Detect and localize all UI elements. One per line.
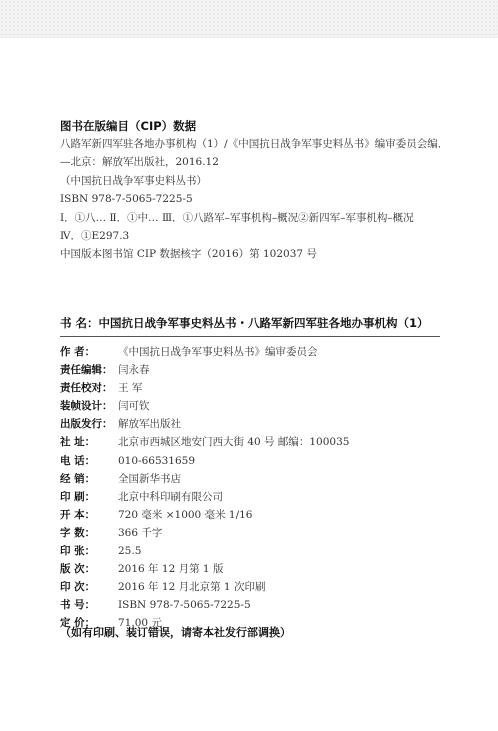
detail-label: 作 者： [60,346,96,358]
detail-row-word-count [60,524,480,542]
book-title-row [60,313,440,333]
error-notice: （如有印刷、装订错误，请寄本社发行部调换） [60,626,291,639]
detail-label: 电 话： [60,454,96,467]
detail-label: 印 张： [60,545,96,558]
divider-rule [60,336,440,337]
detail-row-printer [60,488,480,506]
detail-value: 71.00 元 [118,617,162,630]
cip-line: Ⅳ．①E297.3 [60,229,130,242]
detail-value: 010-66531659 [118,454,196,467]
detail-value: 解放军出版社 [118,418,181,431]
detail-value: 25.5 [118,545,142,558]
detail-row-author [60,343,480,361]
detail-row-distributor [60,470,480,488]
cip-line: —北京：解放军出版社，2016.12 [60,156,219,169]
detail-label: 开 本： [60,508,96,521]
detail-row-isbn [60,596,480,614]
detail-label: 版 次： [60,563,96,576]
detail-label: 责任编辑： [60,364,113,377]
detail-value: 闫永春 [118,364,150,377]
detail-row-edition [60,560,480,578]
detail-value: 《中国抗日战争军事史料丛书》编审委员会 [118,346,318,358]
detail-row-designer [60,397,480,415]
detail-value: 2016 年 12 月第 1 版 [118,563,224,576]
detail-value: 720 毫米 ×1000 毫米 1/16 [118,508,253,521]
detail-value: 全国新华书店 [118,472,181,485]
cip-block [60,117,480,264]
cip-line: 八路军新四军驻各地办事机构（1）/《中国抗日战争军事史料丛书》编审委员会编． [60,138,449,150]
detail-label: 印 次： [60,581,96,594]
detail-row-proofreader [60,379,480,397]
detail-value: 366 千字 [118,526,163,539]
book-title-label: 书 名： [60,316,99,330]
cip-title: 图书在版编目（CIP）数据 [60,119,197,133]
detail-label: 装帧设计： [60,400,113,413]
detail-label: 责任校对： [60,382,113,395]
detail-label: 字 数： [60,526,96,539]
detail-value: 闫可钦 [118,400,150,413]
cip-line: ISBN 978-7-5065-7225-5 [60,193,193,206]
detail-row-printing [60,578,480,596]
publication-details [60,343,480,633]
detail-row-phone [60,452,480,470]
detail-row-editor [60,361,480,379]
detail-value: 2016 年 12 月北京第 1 次印刷 [118,581,266,594]
detail-label: 书 号： [60,599,96,612]
detail-row-sheets [60,542,480,560]
detail-row-format [60,506,480,524]
detail-value: 北京中科印刷有限公司 [118,490,223,503]
detail-label: 定 价： [60,617,96,630]
detail-label: 经 销： [60,472,96,485]
cip-line: （中国抗日战争军事史料丛书） [60,174,207,187]
cip-line: Ⅰ．①八… Ⅱ．①中… Ⅲ．①八路军–军事机构–概况②新四军–军事机构–概况 [60,211,414,224]
detail-label: 印 刷： [60,490,96,503]
detail-label: 出版发行： [60,418,113,431]
detail-row-publisher [60,415,480,433]
detail-value: 北京市西城区地安门西大街 40 号 邮编：100035 [118,436,350,449]
top-texture-band [0,0,498,38]
detail-value: 王 军 [118,382,143,395]
cip-line: 中国版本图书馆 CIP 数据核字（2016）第 102037 号 [60,248,317,261]
detail-value: ISBN 978-7-5065-7225-5 [118,599,251,612]
detail-row-address [60,433,480,451]
book-title: 中国抗日战争军事史料丛书・八路军新四军驻各地办事机构（1） [98,316,429,330]
detail-label: 社 址： [60,436,96,449]
